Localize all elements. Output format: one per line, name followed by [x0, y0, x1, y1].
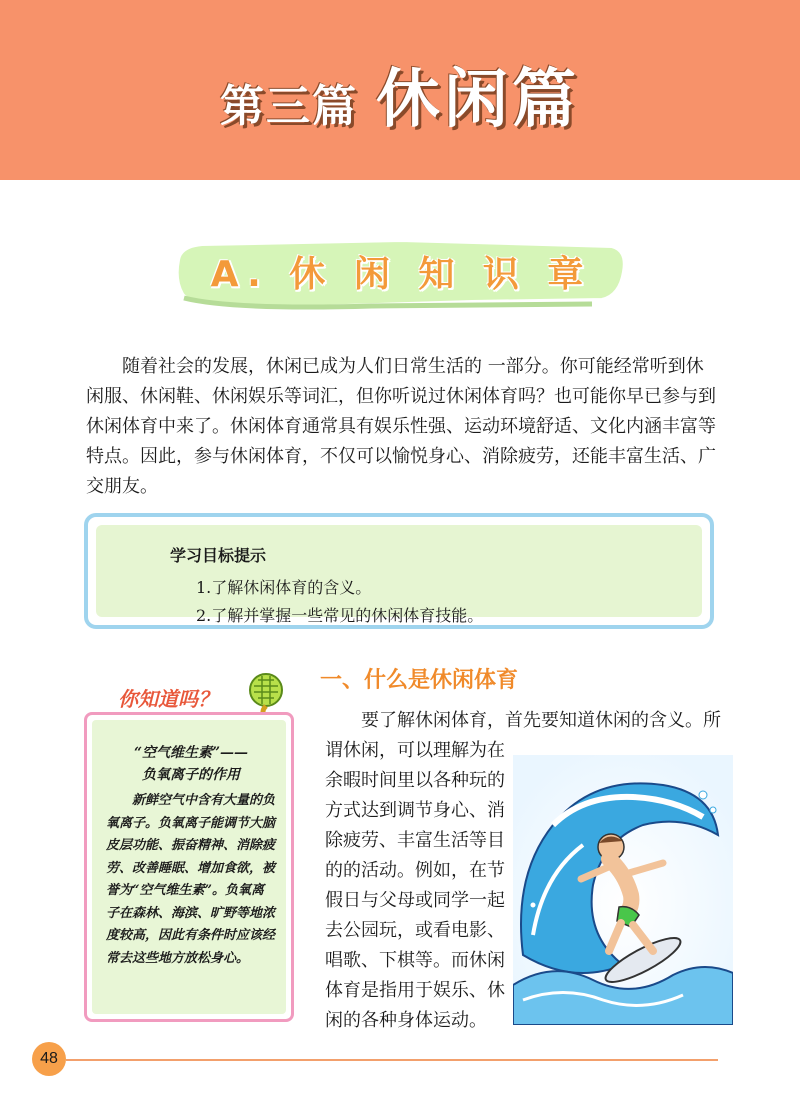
chapter-title: A. 休 闲 知 识 章	[210, 254, 592, 295]
sidebar-panel	[92, 720, 286, 1014]
surfer-wave-illustration	[513, 755, 733, 1025]
learning-goals-title: 学习目标提示	[170, 546, 267, 565]
sidebar-subheading: 负氧离子的作用	[142, 767, 240, 783]
learning-goal-item: 2.了解并掌握一些常见的休闲体育技能。	[196, 606, 484, 625]
sidebar-heading: “空气维生素”——	[133, 745, 249, 761]
learning-goal-item: 1.了解休闲体育的含义。	[196, 578, 372, 597]
sidebar-body: 新鲜空气中含有大量的负氧离子。负氧离子能调节大脑皮层功能、振奋精神、消除疲劳、改善睡眠、增加食欲，被誉为“空气维生素”。负氧离子在森林、海滨、旷野等地浓度较高，因此有条件时应该经常去这些地方放松身心。	[106, 793, 276, 966]
intro-paragraph: 随着社会的发展，休闲已成为人们日常生活的 一部分。你可能经常听到休闲服、休闲鞋、休闲娱乐等词汇，但你听说过休闲体育吗？也可能你早已参与到休闲体育中来了。休闲体育通常具有娱乐性强、运动环境舒适、文化内涵丰富等特点。因此，参与休闲体育，不仅可以愉悦身心、消除疲劳，还能丰富生活、广交朋友。	[86, 356, 716, 497]
part-title	[0, 48, 800, 140]
did-you-know-label: 你知道吗？	[118, 687, 218, 711]
part-label: 第三篇	[220, 81, 358, 132]
learning-goals-box	[84, 513, 714, 629]
part-name: 休闲篇	[376, 63, 580, 137]
page-number: 48	[32, 1042, 66, 1076]
section-title: 一、什么是休闲体育	[320, 668, 519, 693]
footer-rule	[66, 1059, 718, 1061]
section-first-line: 要了解休闲体育，首先要知道休闲的含义。所	[361, 710, 721, 731]
section-body: 谓休闲，可以理解为在余暇时间里以各种玩的方式达到调节身心、消除疲劳、丰富生活等目的的活动。例如，在节假日与父母或同学一起去公园玩，或看电影、唱歌、下棋等。而休闲体育是指用于娱乐、休闲的各种身体运动。	[325, 740, 505, 1031]
sidebar-box	[84, 712, 294, 1022]
learning-goals-panel	[96, 525, 702, 625]
chapter-badge	[172, 232, 630, 314]
